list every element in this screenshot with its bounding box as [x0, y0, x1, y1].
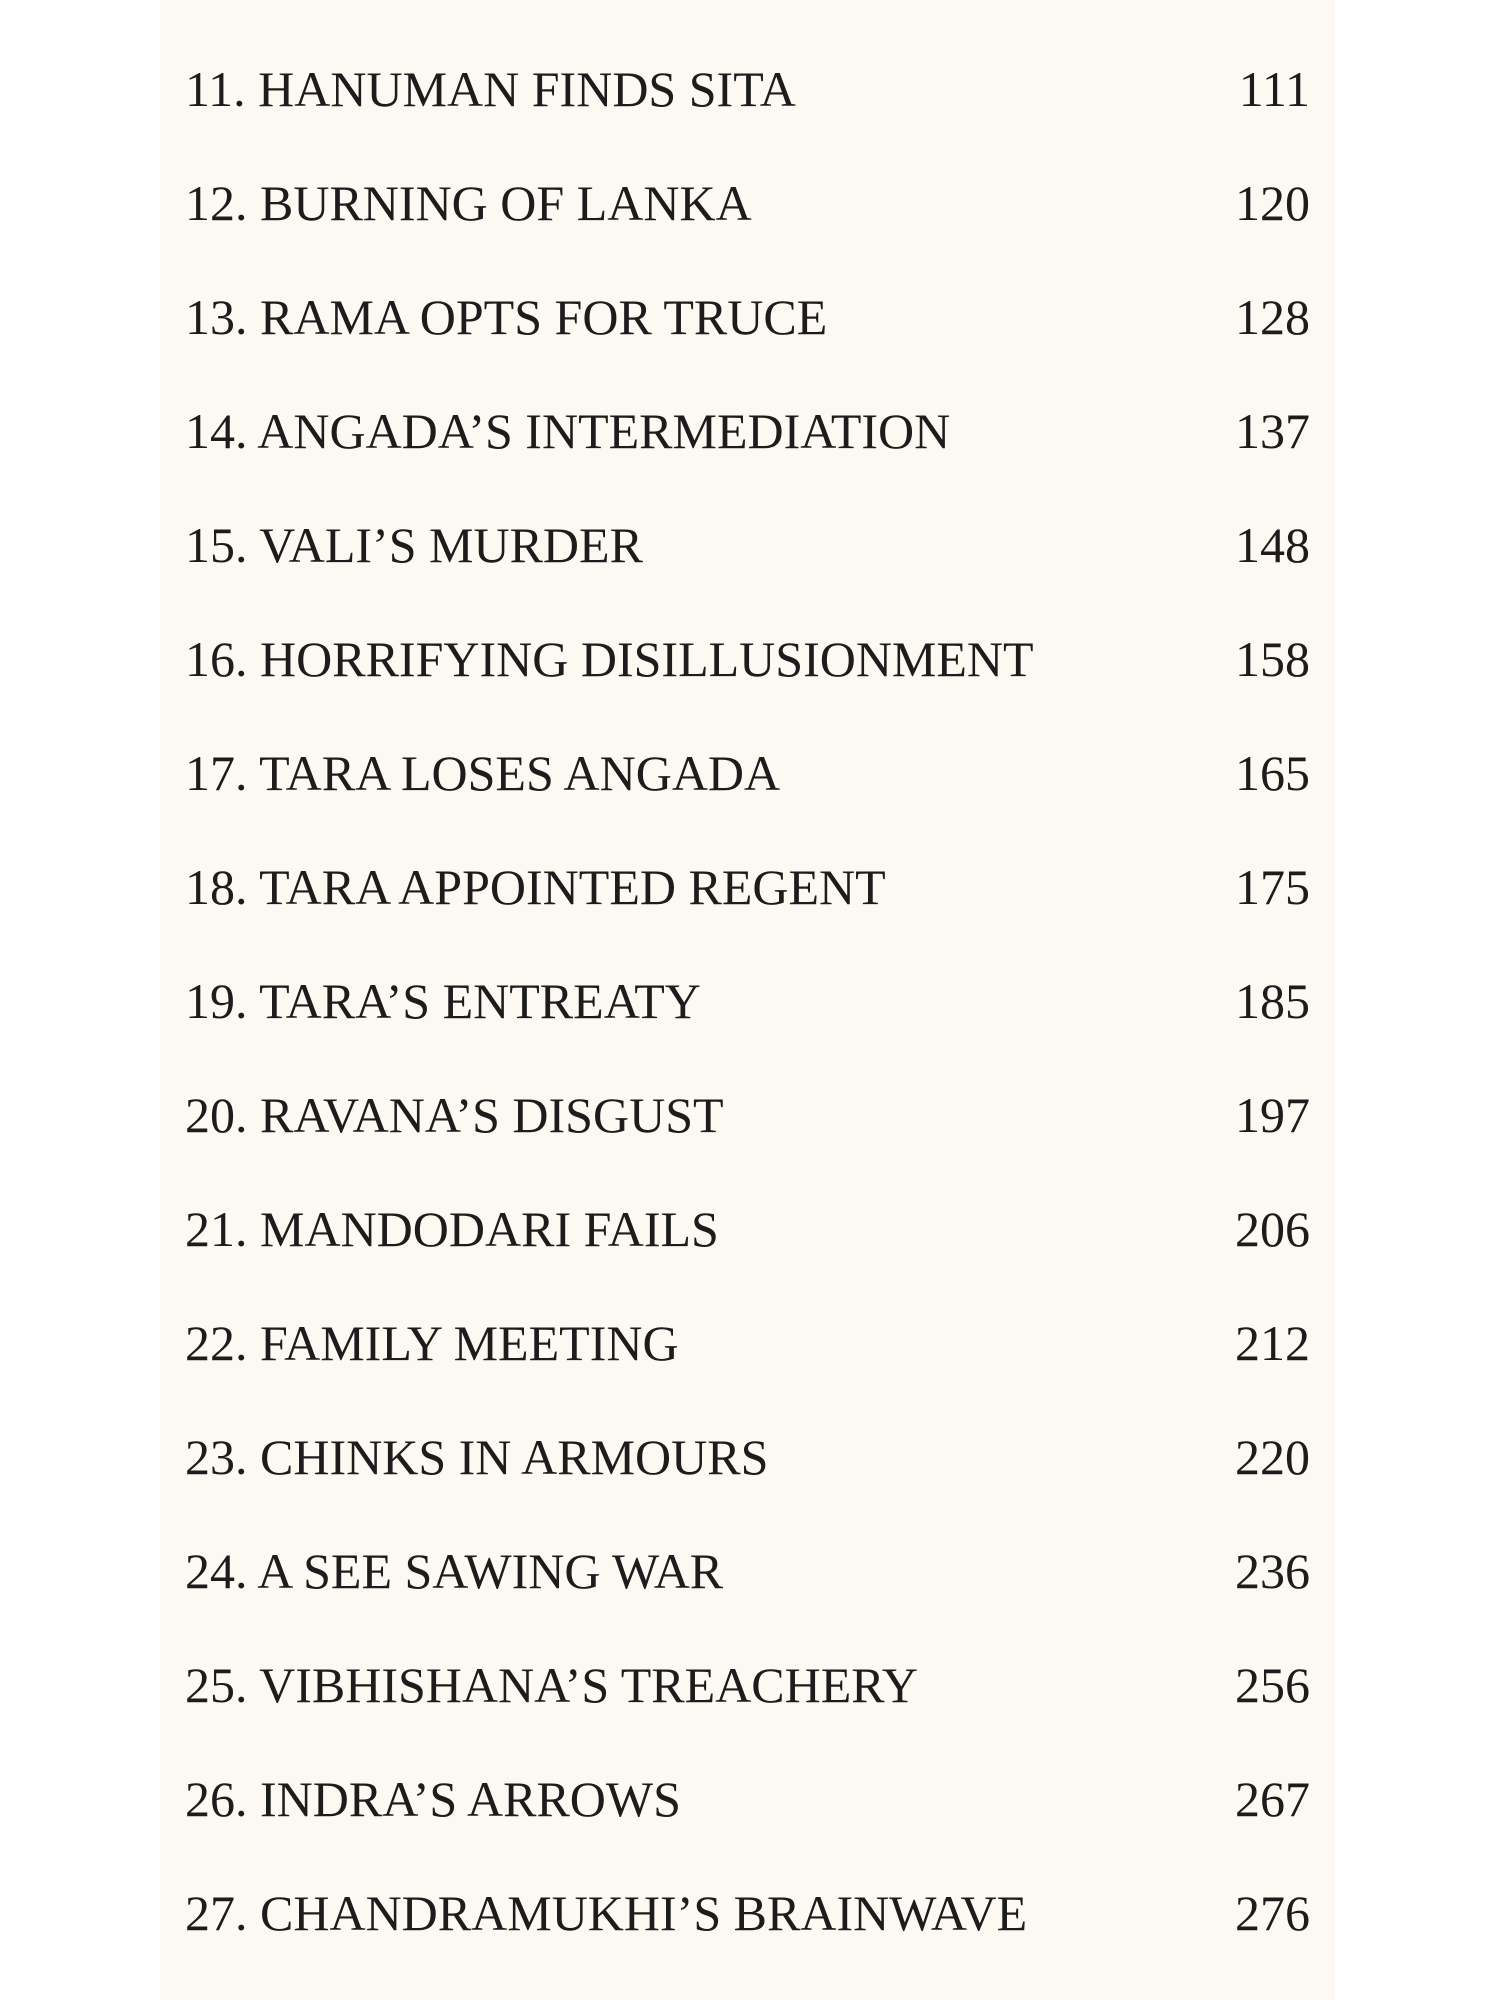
chapter-title: 26. INDRA’S ARROWS: [185, 1771, 681, 1827]
chapter-title: 24. A SEE SAWING WAR: [185, 1543, 724, 1599]
toc-entry: [185, 1172, 1310, 1286]
chapter-title: 23. CHINKS IN ARMOURS: [185, 1429, 769, 1485]
toc-entry: [185, 374, 1310, 488]
page-number: 236: [1235, 1543, 1310, 1599]
toc-entry: [185, 1856, 1310, 1970]
chapter-title: 13. RAMA OPTS FOR TRUCE: [185, 289, 828, 345]
page-number: 276: [1235, 1885, 1310, 1941]
page-number: 197: [1235, 1087, 1310, 1143]
chapter-title: 15. VALI’S MURDER: [185, 517, 643, 573]
chapter-title: 19. TARA’S ENTREATY: [185, 973, 701, 1029]
book-page: [160, 0, 1335, 2000]
page-number: 220: [1235, 1429, 1310, 1485]
page-number: 158: [1235, 631, 1310, 687]
page-number: 212: [1235, 1315, 1310, 1371]
page-number: 148: [1235, 517, 1310, 573]
chapter-title: 27. CHANDRAMUKHI’S BRAINWAVE: [185, 1885, 1028, 1941]
toc-entry: [185, 260, 1310, 374]
toc-entry: [185, 1058, 1310, 1172]
chapter-title: 22. FAMILY MEETING: [185, 1315, 679, 1371]
toc-entry: [185, 488, 1310, 602]
toc-entry: [185, 944, 1310, 1058]
page-number: 137: [1235, 403, 1310, 459]
toc-entry: [185, 1628, 1310, 1742]
chapter-title: 18. TARA APPOINTED REGENT: [185, 859, 886, 915]
page-number: 111: [1238, 61, 1310, 117]
page-number: 185: [1235, 973, 1310, 1029]
toc-entry: [185, 1400, 1310, 1514]
chapter-title: 25. VIBHISHANA’S TREACHERY: [185, 1657, 918, 1713]
chapter-title: 16. HORRIFYING DISILLUSIONMENT: [185, 631, 1034, 687]
toc-entry: [185, 830, 1310, 944]
toc-entry: [185, 1286, 1310, 1400]
chapter-title: 21. MANDODARI FAILS: [185, 1201, 719, 1257]
toc-entry: [185, 146, 1310, 260]
page-number: 206: [1235, 1201, 1310, 1257]
toc-entry: [185, 716, 1310, 830]
toc-entry: [185, 602, 1310, 716]
table-of-contents: [185, 32, 1310, 1970]
toc-entry: [185, 1742, 1310, 1856]
toc-entry: [185, 32, 1310, 146]
toc-entry: [185, 1514, 1310, 1628]
page-number: 267: [1235, 1771, 1310, 1827]
chapter-title: 14. ANGADA’S INTERMEDIATION: [185, 403, 951, 459]
page-number: 175: [1235, 859, 1310, 915]
chapter-title: 12. BURNING OF LANKA: [185, 175, 752, 231]
chapter-title: 11. HANUMAN FINDS SITA: [185, 61, 796, 117]
chapter-title: 17. TARA LOSES ANGADA: [185, 745, 781, 801]
page-number: 128: [1235, 289, 1310, 345]
page-number: 120: [1235, 175, 1310, 231]
chapter-title: 20. RAVANA’S DISGUST: [185, 1087, 724, 1143]
page-number: 165: [1235, 745, 1310, 801]
page-number: 256: [1235, 1657, 1310, 1713]
